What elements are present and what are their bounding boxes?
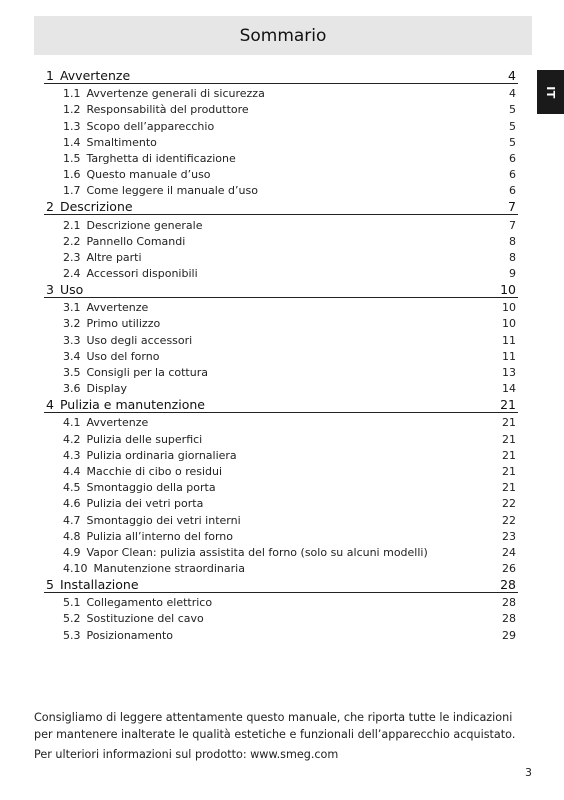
toc-entry-label — [63, 629, 173, 642]
toc-entry[interactable] — [44, 494, 518, 510]
toc-section-label — [44, 199, 133, 214]
toc-entry-label — [63, 87, 265, 100]
toc-entry-title: Vapor Clean: pulizia assistita del forno (solo su alcuni modelli) — [86, 545, 428, 559]
toc-entry-page: 21 — [502, 448, 516, 462]
toc-section-label — [44, 397, 205, 412]
toc-entry-number: 4.3 — [63, 448, 81, 462]
toc-entry-number: 4.4 — [63, 464, 81, 478]
toc-entry-label — [63, 481, 216, 494]
toc-entry-label — [63, 465, 222, 478]
toc-entry-label — [63, 184, 258, 197]
toc-entry-label — [63, 103, 249, 116]
toc-section-number: 3 — [46, 282, 54, 298]
toc-entry-title: Pulizia delle superfici — [86, 432, 203, 446]
toc-entry-page: 21 — [502, 416, 516, 430]
toc-entry-label — [63, 136, 157, 149]
toc-entry[interactable] — [44, 363, 518, 379]
toc-entry[interactable] — [44, 264, 518, 280]
toc-entry-label — [63, 301, 148, 314]
language-tab-label: IT — [543, 85, 557, 99]
toc-entry[interactable] — [44, 181, 518, 197]
toc-entry-title: Pannello Comandi — [86, 234, 186, 248]
toc-section[interactable] — [44, 197, 518, 215]
toc-section-title: Pulizia e manutenzione — [59, 397, 205, 413]
toc-entry-label — [63, 596, 212, 609]
toc-entry-label — [63, 334, 192, 347]
toc-entry[interactable] — [44, 248, 518, 264]
toc-entry[interactable] — [44, 446, 518, 462]
toc-entry-number: 1.7 — [63, 184, 81, 198]
toc-section-title: Installazione — [59, 577, 139, 593]
toc-entry-number: 3.6 — [63, 382, 81, 396]
toc-entry-number: 4.5 — [63, 481, 81, 495]
toc-entry-number: 1.3 — [63, 119, 81, 133]
toc-entry-title: Come leggere il manuale d’uso — [86, 184, 258, 198]
toc-entry-title: Pulizia dei vetri porta — [86, 497, 204, 511]
toc-entry-title: Macchie di cibo o residui — [86, 464, 223, 478]
toc-entry-page: 11 — [502, 349, 516, 363]
toc-entry-title: Collegamento elettrico — [86, 596, 213, 610]
toc-section-page: 7 — [508, 199, 516, 215]
toc-entry[interactable] — [44, 116, 518, 132]
page-number: 3 — [525, 766, 532, 779]
toc-section-page: 21 — [500, 397, 516, 413]
toc-section-page: 4 — [508, 68, 516, 83]
toc-entry-title: Avvertenze — [86, 301, 149, 315]
language-tab — [537, 70, 564, 114]
toc-entry-page: 28 — [502, 612, 516, 626]
toc-section-number: 5 — [46, 577, 54, 593]
toc-entry[interactable] — [44, 215, 518, 231]
toc-entry[interactable] — [44, 478, 518, 494]
toc-entry-number: 2.1 — [63, 218, 81, 232]
toc-entry-label — [63, 449, 237, 462]
toc-entry-title: Descrizione generale — [86, 218, 203, 232]
toc-section[interactable] — [44, 66, 518, 84]
toc-entry-label — [63, 546, 428, 559]
toc-entry-title: Primo utilizzo — [86, 317, 161, 331]
toc-entry[interactable] — [44, 347, 518, 363]
toc-entry[interactable] — [44, 232, 518, 248]
toc-section-title: Avvertenze — [59, 68, 131, 83]
toc-entry-title: Altre parti — [86, 250, 142, 264]
toc-entry-page: 10 — [502, 301, 516, 315]
toc-entry[interactable] — [44, 314, 518, 330]
toc-entry-title: Pulizia all’interno del forno — [86, 529, 234, 543]
toc-entry-number: 1.6 — [63, 168, 81, 182]
toc-entry-page: 14 — [502, 382, 516, 396]
toc-entry[interactable] — [44, 429, 518, 445]
toc-entry-number: 4.6 — [63, 497, 81, 511]
toc-section-number: 1 — [46, 68, 54, 83]
toc-entry-page: 22 — [502, 497, 516, 511]
toc-entry-number: 3.2 — [63, 317, 81, 331]
toc-entry-page: 23 — [502, 529, 516, 543]
toc-entry-number: 5.1 — [63, 596, 81, 610]
toc-entry-label — [63, 433, 202, 446]
toc-section-label — [44, 68, 130, 83]
toc-entry-label — [63, 317, 160, 330]
toc-entry-label — [63, 514, 241, 527]
toc-entry-page: 21 — [502, 432, 516, 446]
toc-section-title: Uso — [59, 282, 84, 298]
toc-entry-title: Avvertenze — [86, 416, 149, 430]
footer-paragraph: Consigliamo di leggere attentamente questo manuale, che riporta tutte le indicazioni per mantenere inalterate le qualità estetiche e funzionali dell’apparecchio acquistato. — [34, 711, 516, 741]
toc-entry-label — [63, 416, 148, 429]
toc-section[interactable] — [44, 395, 518, 413]
toc-entry-page: 11 — [502, 333, 516, 347]
toc-entry-page: 7 — [509, 218, 516, 232]
footer-note — [34, 709, 534, 763]
toc-entry-number: 1.5 — [63, 151, 81, 165]
toc-entry-title: Sostituzione del cavo — [86, 612, 204, 626]
toc-entry-label — [63, 382, 127, 395]
toc-entry-title: Smaltimento — [86, 135, 157, 149]
footer-info-line: Per ulteriori informazioni sul prodotto: www.smeg.com — [34, 748, 339, 761]
toc-entry-page: 5 — [509, 119, 516, 133]
toc-entry[interactable] — [44, 510, 518, 526]
toc-entry[interactable] — [44, 298, 518, 314]
toc-entry-title: Display — [86, 382, 128, 396]
toc-entry-number: 2.2 — [63, 234, 81, 248]
toc-entry-title: Questo manuale d’uso — [86, 168, 211, 182]
toc-entry-title: Accessori disponibili — [86, 267, 198, 281]
toc-entry-page: 13 — [502, 366, 516, 379]
toc-entry-number: 4.8 — [63, 529, 81, 543]
toc-entry-label — [63, 152, 236, 165]
toc-entry-number: 1.1 — [63, 87, 81, 101]
toc-entry-page: 6 — [509, 151, 516, 165]
toc-entry-label — [63, 168, 211, 181]
toc-entry-number: 4.10 — [63, 562, 88, 576]
toc-entry[interactable] — [44, 165, 518, 181]
toc-section[interactable] — [44, 280, 518, 298]
toc-entry-label — [63, 235, 185, 248]
toc-entry-title: Smontaggio dei vetri interni — [86, 513, 241, 527]
toc-entry-title: Uso degli accessori — [86, 333, 193, 347]
toc-entry-label — [63, 251, 142, 264]
toc-entry-page: 10 — [502, 317, 516, 331]
toc-section-page: 10 — [500, 282, 516, 298]
toc-entry-label — [63, 267, 198, 280]
toc-section-label — [44, 282, 83, 297]
toc-entry[interactable] — [44, 379, 518, 395]
toc-entry-number: 4.9 — [63, 545, 81, 559]
toc-entry-number: 2.3 — [63, 250, 81, 264]
toc-entry-title: Consigli per la cottura — [86, 366, 208, 379]
toc-entry-title: Scopo dell’apparecchio — [86, 119, 215, 133]
toc-entry-label — [63, 219, 202, 232]
toc-entry[interactable] — [44, 133, 518, 149]
toc-entry-number: 2.4 — [63, 267, 81, 281]
toc-section-number: 4 — [46, 397, 54, 413]
toc-entry-title: Pulizia ordinaria giornaliera — [86, 448, 237, 462]
toc-entry-page: 29 — [502, 628, 516, 642]
toc-entry-title: Targhetta di identificazione — [86, 151, 236, 165]
page-title — [34, 16, 532, 55]
toc-entry-title: Uso del forno — [86, 349, 160, 363]
toc-entry-number: 1.2 — [63, 103, 81, 117]
toc-entry-label — [63, 562, 245, 575]
toc-entry-number: 3.3 — [63, 333, 81, 347]
toc-entry-page: 21 — [502, 481, 516, 495]
toc-entry-number: 3.1 — [63, 301, 81, 315]
toc-entry[interactable] — [44, 100, 518, 116]
toc-entry-page: 9 — [509, 267, 516, 281]
toc-entry-number: 5.3 — [63, 628, 81, 642]
toc-entry-title: Posizionamento — [86, 628, 174, 642]
toc-entry-page: 5 — [509, 103, 516, 117]
toc-entry-page: 6 — [509, 168, 516, 182]
toc-entry-page: 4 — [509, 87, 516, 101]
toc-entry-page: 8 — [509, 234, 516, 248]
toc-entry-number: 4.1 — [63, 416, 81, 430]
toc-entry-page: 6 — [509, 184, 516, 198]
toc-entry-page: 24 — [502, 545, 516, 559]
toc-entry-page: 22 — [502, 513, 516, 527]
toc-entry-label — [63, 497, 203, 510]
toc-entry-page: 26 — [502, 562, 516, 576]
toc-entry-number: 3.5 — [63, 366, 81, 379]
toc-entry-title: Smontaggio della porta — [86, 481, 216, 495]
toc-section-page: 28 — [500, 577, 516, 593]
toc-entry-page: 8 — [509, 250, 516, 264]
toc-entry[interactable] — [44, 149, 518, 165]
toc-entry-number: 4.2 — [63, 432, 81, 446]
toc-entry[interactable] — [44, 543, 518, 559]
toc-entry[interactable] — [44, 413, 518, 429]
toc-entry-page: 5 — [509, 135, 516, 149]
toc-section[interactable] — [44, 575, 518, 593]
toc-section-label — [44, 577, 139, 592]
toc-entry[interactable] — [44, 593, 518, 609]
toc-entry-label — [63, 366, 208, 379]
toc-entry-label — [63, 530, 233, 543]
toc-entry[interactable] — [44, 330, 518, 346]
table-of-contents — [44, 66, 518, 642]
toc-entry[interactable] — [44, 559, 518, 575]
toc-entry-number: 1.4 — [63, 135, 81, 149]
toc-entry[interactable] — [44, 527, 518, 543]
toc-entry[interactable] — [44, 84, 518, 100]
toc-entry[interactable] — [44, 609, 518, 625]
toc-entry-label — [63, 350, 159, 363]
toc-entry-page: 21 — [502, 464, 516, 478]
toc-entry[interactable] — [44, 462, 518, 478]
toc-entry-number: 5.2 — [63, 612, 81, 626]
toc-section-title: Descrizione — [59, 199, 133, 215]
toc-entry-label — [63, 612, 204, 625]
toc-entry[interactable] — [44, 625, 518, 641]
toc-section-number: 2 — [46, 199, 54, 215]
toc-entry-title: Manutenzione straordinaria — [93, 562, 245, 576]
toc-entry-title: Responsabilità del produttore — [86, 103, 249, 117]
page-title-text: Sommario — [239, 25, 327, 46]
toc-entry-number: 4.7 — [63, 513, 81, 527]
toc-entry-label — [63, 120, 214, 133]
toc-entry-page: 28 — [502, 596, 516, 610]
toc-entry-title: Avvertenze generali di sicurezza — [86, 87, 265, 101]
toc-entry-number: 3.4 — [63, 349, 81, 363]
